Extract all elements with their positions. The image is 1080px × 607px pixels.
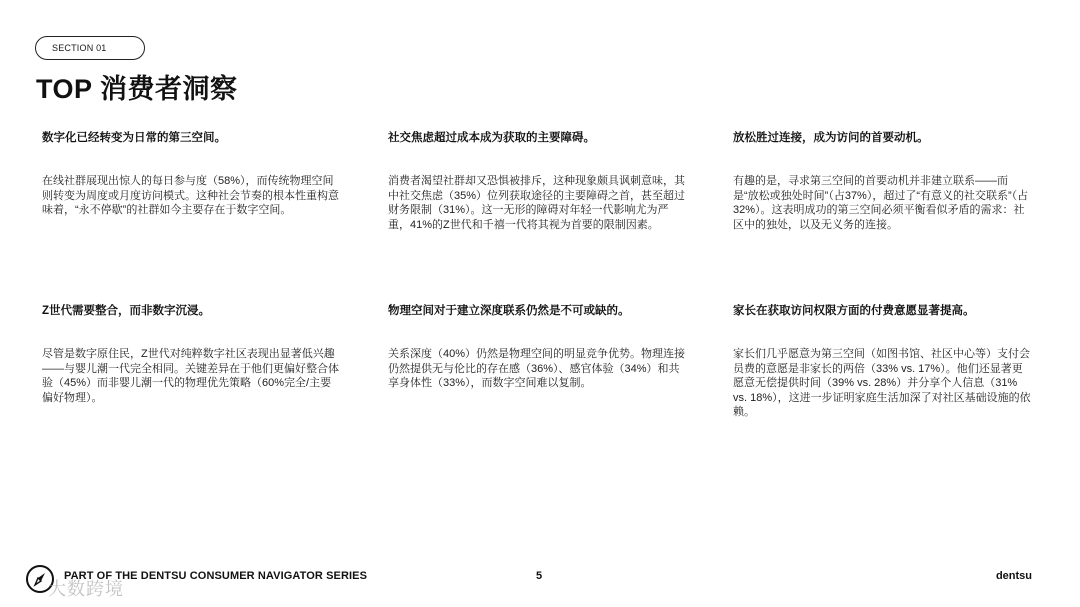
insight-body: 在线社群展现出惊人的每日参与度（58%），而传统物理空间则转变为周度或月度访问模式。这种社会节奏的根本性重构意味着，“永不停歇”的社群如今主要存在于数字空间。 <box>42 175 339 216</box>
insight-card-1 <box>42 130 342 218</box>
insight-card-6 <box>733 303 1033 420</box>
section-label: SECTION 01 <box>35 36 145 60</box>
insight-card-4 <box>42 303 342 405</box>
insight-body: 消费者渴望社群却又恐惧被排斥，这种现象颇具讽刺意味，其中社交焦虑（35%）位列获取途径的主要障碍之首，甚至超过财务限制（31%）。这一无形的障碍对年轻一代影响尤为严重，41%的Z世代和千禧一代将其视为首要的限制因素。 <box>388 175 686 231</box>
insight-heading: 数字化已经转变为日常的第三空间。 <box>42 132 226 144</box>
insight-heading: 家长在获取访问权限方面的付费意愿显著提高。 <box>733 305 975 317</box>
insight-card-3 <box>733 130 1033 232</box>
insight-heading: 物理空间对于建立深度联系仍然是不可或缺的。 <box>388 305 630 317</box>
page-title: TOP 消费者洞察 <box>36 74 238 104</box>
insight-heading: 社交焦虑超过成本成为获取的主要障碍。 <box>388 132 595 144</box>
insight-heading: 放松胜过连接，成为访问的首要动机。 <box>733 132 929 144</box>
watermark: 大数跨境 <box>48 579 124 599</box>
insight-card-5 <box>388 303 688 391</box>
page-number: 5 <box>536 570 543 582</box>
insight-body: 关系深度（40%）仍然是物理空间的明显竞争优势。物理连接仍然提供无与伦比的存在感（36%）、感官体验（34%）和共享身体性（33%），而数字空间难以复制。 <box>388 348 686 389</box>
insight-card-2 <box>388 130 688 232</box>
insight-heading: Z世代需要整合，而非数字沉浸。 <box>42 305 211 317</box>
insight-body: 尽管是数字原住民，Z世代对纯粹数字社区表现出显著低兴趣——与婴儿潮一代完全相同。关键差异在于他们更偏好整合体验（45%）而非婴儿潮一代的物理优先策略（60%完全/主要偏好物理）。 <box>42 348 339 404</box>
series-label: PART OF THE DENTSU CONSUMER NAVIGATOR SERIES <box>64 570 368 582</box>
insight-body: 有趣的是，寻求第三空间的首要动机并非建立联系——而是“放松或独处时间”（占37%），超过了“有意义的社交联系”（占32%）。这表明成功的第三空间必须平衡看似矛盾的需求：社区中的独处，以及无义务的连接。 <box>733 175 1029 231</box>
insight-body: 家长们几乎愿意为第三空间（如图书馆、社区中心等）支付会员费的意愿是非家长的两倍（33% vs. 17%）。他们还显著更愿意无偿提供时间（39% vs. 28%）并分享个人信息（31% vs. 18%），这进一步证明家庭生活加深了对社区基础设施的依赖。 <box>733 348 1031 418</box>
brand-logo: dentsu <box>995 570 1032 582</box>
